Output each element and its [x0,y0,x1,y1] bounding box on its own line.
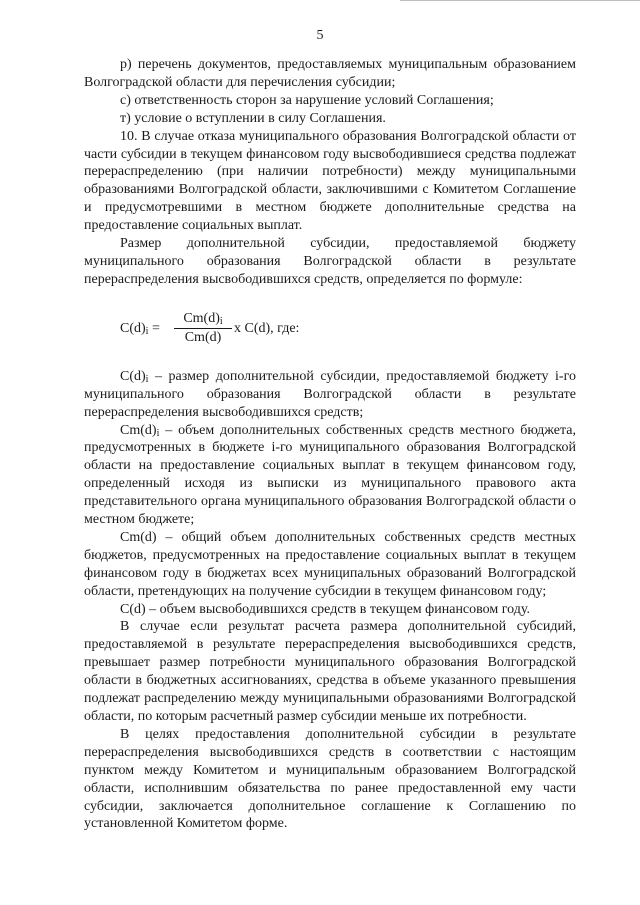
list-item-s: с) ответственность сторон за нарушение условий Соглашения; [120,92,494,108]
formula-denominator: Cm(d) [184,329,222,345]
list-item-t: т) условие о вступлении в силу Соглашения. [120,110,386,126]
top-edge-rule [400,0,640,1]
definition-cmdi: $Cm(d)_i$ – объем дополнительных собственных средств местного бюджета, предусмотренных в бюджете i-го муниципального образования Волгоградской области на предоставление социальных выплат в текущем финансовом году, определенный исходя из выписки из муниципального правового акта представительного органа муниципального образования Волгоградской области о местном бюджете; [84,422,576,528]
definition-cdi: $C(d)_i$ – размер дополнительной субсидии, предоставляемой бюджету i-го муниципального образования Волгоградской области в результате перераспределения высвободившихся средств; [84,368,576,420]
additional-agreement-paragraph: В целях предоставления дополнительной субсидии в результате перераспределения высвободившихся средств в соответствии с настоящим пунктом между Комитетом и муниципальным образованием Волгоградской области, исполнившим обязательства по ранее предоставленной ему части субсидии, заключается дополнительное соглашение к Соглашению по установленной Комитетом форме. [84,726,576,832]
excess-case-paragraph: В случае если результат расчета размера дополнительной субсидий, предоставляемой в результате перераспределения высвободившихся средств, превышает размер потребности муниципального образования Волгоградской области в бюджетных ассигнованиях, средства в объеме указанного превышения подлежат распределению между муниципальными образованиями Волгоградской области, по которым расчетный размер субсидии меньше их потребности. [84,619,576,724]
formula-rhs: x C(d), где: [234,320,300,336]
formula-lhs: $C(d)_i$ = [120,320,160,337]
clause-10-paragraph: 10. В случае отказа муниципального образования Волгоградской области от части субсидии в текущем финансовом году высвободившиеся средства подлежат перераспределению (при наличии потребности) между муниципальными образованиями Волгоградской области, заключившими с Комитетом Соглашение и предусмотревшими в местном бюджете дополнительные средства на предоставление социальных выплат. [84,128,576,234]
definition-cmd: Cm(d) – общий объем дополнительных собственных средств местных бюджетов, предусмотренных на предоставление социальных выплат в текущем финансовом году в бюджетах всех муниципальных образований Волгоградской области, претендующих на получение субсидии в текущем финансовом году; [84,529,576,599]
formula-fraction [174,311,232,346]
subsidy-size-paragraph: Размер дополнительной субсидии, предоставляемой бюджету муниципального образования Волгоградской области в результате перераспределения высвободившихся средств, определяется по формуле: [84,236,576,287]
document-body [84,56,576,833]
list-item-p: р) перечень документов, предоставляемых муниципальным образованием Волгоградской области для перечисления субсидии; [84,57,576,90]
formula-numerator: $Cm(d)_i$ [183,310,223,327]
definition-cd: C(d) – объем высвободившихся средств в текущем финансовом году. [120,601,530,617]
page-number: 5 [316,28,324,43]
subsidy-formula [84,289,576,368]
